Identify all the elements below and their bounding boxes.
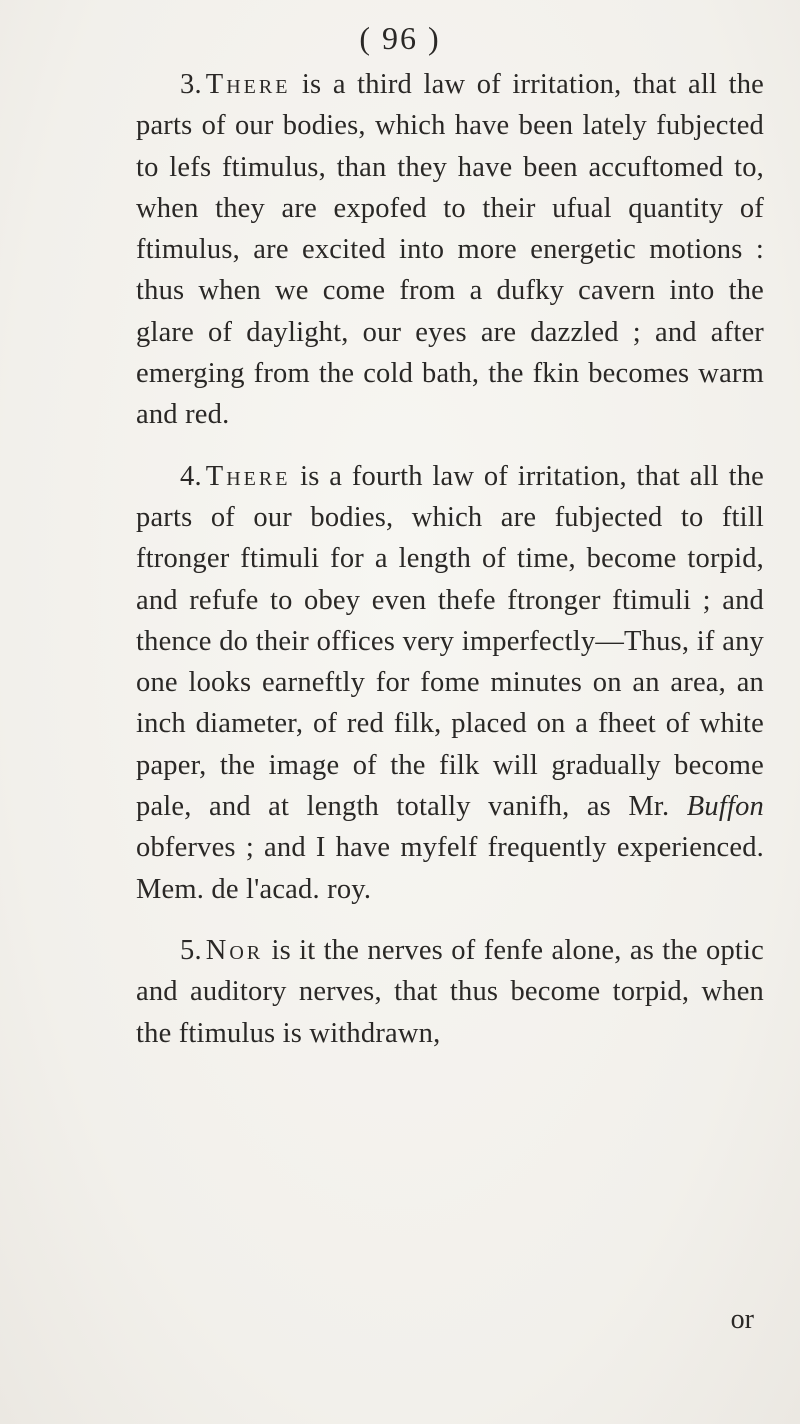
paragraph-4: [136, 456, 764, 910]
paragraph-text: is a fourth law of irritation, that all the parts of our bodies, which are fubjected to ftill ftronger ftimuli for a length of time, become torpid, and refufe to obey even thefe ftronger ftimuli ; and thence do their offices very imperfectly—Thus, if any one looks earneftly for fome minutes on an area, an inch diameter, of red filk, placed on a fheet of white paper, the image of the filk will gradually become pale, and at length totally vanifh, as Mr.: [136, 460, 764, 823]
paragraph-number: 3.: [180, 69, 202, 100]
paragraph-lead-word: There: [205, 460, 291, 492]
paragraph-number: 4.: [180, 460, 202, 492]
body-text: [136, 64, 764, 1054]
paragraph-lead-word: Nor: [205, 934, 264, 966]
paragraph-3: [136, 64, 764, 436]
paragraph-text-after: obferves ; and I have myfelf frequently experienced. Mem. de l'acad. roy.: [136, 832, 764, 905]
paragraph-5: [136, 930, 764, 1054]
paragraph-text: is it the nerves of fenfe alone, as the optic and auditory nerves, that thus become torpid, when the ftimulus is withdrawn,: [136, 934, 764, 1049]
catchword: or: [730, 1304, 754, 1335]
paragraph-text: is a third law of irritation, that all the parts of our bodies, which have been lately fubjected to lefs ftimulus, than they have been accuftomed to, when they are expofed to their ufual quantity of ftimulus, are excited into more energetic motions : thus when we come from a dufky cavern into the glare of daylight, our eyes are dazzled ; and after emerging from the cold bath, the fkin becomes warm and red.: [136, 69, 764, 431]
paragraph-lead-word: There: [205, 69, 291, 100]
page-number-header: ( 96 ): [359, 20, 441, 56]
paragraph-number: 5.: [180, 934, 202, 966]
author-name-italic: Buffon: [686, 791, 764, 823]
